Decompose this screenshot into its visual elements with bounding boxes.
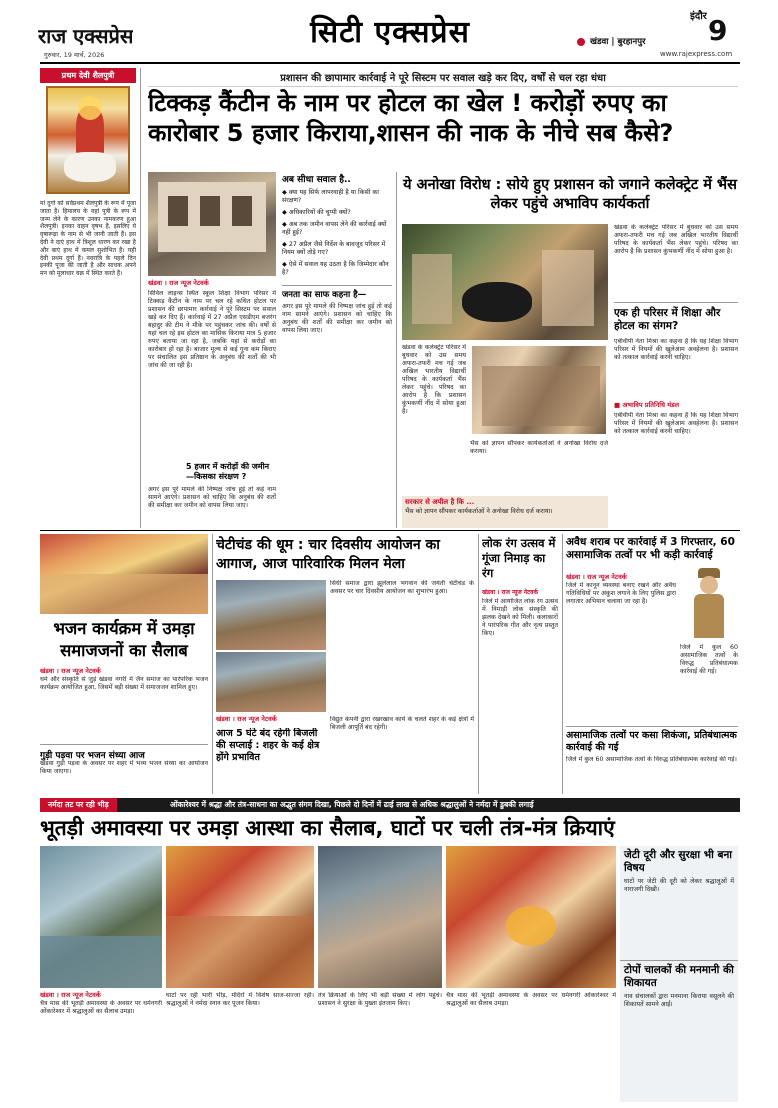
question-text: अब तक जमीन वापस लेने की कार्रवाई क्यों नहीं हुई? — [282, 221, 387, 236]
narmada-side2-body: नाव संचालकों द्वारा मनमाना किराया वसूलने की शिकायतें सामने आईं। — [624, 993, 734, 1008]
abvp-label-text: अभाविप प्रतिनिधि मंडल — [622, 401, 679, 409]
liquor-body: जिले में कानून व्यवस्था बनाए रखने और अवैध गतिविधियों पर अंकुश लगाने के लिए पुलिस द्वारा लगातार अभियान चलाया जा रहा है। — [566, 582, 676, 605]
question-item: ◆ ऐसे में सवाल यह उठता है कि जिम्मेदार कौन है? — [282, 261, 389, 276]
bhajan-crowd — [40, 574, 208, 614]
editions: खंडवा | बुरहानपुर — [590, 37, 646, 47]
devi-body: मां दुर्गा को सर्वप्रथम शैलपुत्री के रूप में पूजा जाता है। हिमालय के यहां पुत्री के रूप में जन्म लेने के कारण उनका नामकरण हुआ शैलपुत्री। इनका वाहन वृषभ है, इसलिए ये वृषारूढ़ा के नाम से भी जानी जाती हैं। इस देवी ने दाएं हाथ में त्रिशूल धारण कर रखा है और बाएं हाथ में कमल सुशोभित है। यही देवी प्रथम दुर्गा हैं। नवरात्रि के पहले दिन इनकी पूजा की जाती है और साधक अपने मन को मूलाधार चक्र में स्थित करते हैं। — [40, 200, 136, 278]
question-text: ऐसे में सवाल यह उठता है कि जिम्मेदार कौन है? — [282, 261, 389, 276]
narmada-photo-4 — [446, 846, 616, 988]
lokrang-divider — [562, 534, 563, 794]
protest-quote-body: भैंस को ज्ञापन सौंपकर कार्यकर्ताओं ने अनोखा विरोध दर्ज कराया। — [405, 508, 553, 515]
question-text: क्या यह सिर्फ लापरवाही है या किसी का संरक्षण? — [282, 189, 379, 204]
lead-body: सिविल लाइन्स स्थित स्कूल शिक्षा विभाग परिसर में टिक्कड़ कैंटीन के नाम पर चल रहे कथित होटल पर प्रशासन की छापामार कार्रवाई ने पूरे सिस्टम पर सवाल खड़े कर दिए हैं। कार्रवाई में 27 अप्रैल एसडीएम बजरंग बहादुर की टीम ने मौके पर पहुंचकर जांच की। वर्षों से यहां चल रहे इस होटल का मासिक किराया मात्र 5 हजार रुपए बताया जा रहा है, जबकि यहां से करोड़ों का कारोबार हो रहा है। बाजार मूल्य से कई गुना कम किराए पर संचालित इस प्रतिष्ठान के अनुबंध की शर्तों की भी जांच की जा रही है। — [148, 290, 276, 369]
issue-date: गुरुवार, 19 मार्च, 2026 — [44, 51, 105, 59]
protest-photo-main — [402, 224, 608, 340]
buffalo-figure — [462, 282, 532, 322]
lead-highlight: 5 हजार में करोड़ों की जमीन—किसका संरक्षण ? — [186, 462, 270, 481]
devi-halo — [78, 96, 102, 120]
bhajan-photo — [40, 534, 208, 614]
river-water — [40, 936, 162, 988]
protest-photo-inset — [470, 344, 608, 436]
lead-byline: खंडवा । राज न्यूज नेटवर्क — [148, 279, 209, 287]
lead-kicker: प्रशासन की छापामार कार्रवाई ने पूरे सिस्टम पर सवाल खड़े कर दिए, वर्षों से चल रहा धंधा — [148, 70, 738, 87]
narmada-col2: घाटों पर रही भारी भीड़, मंदिरों में विशेष साज-सज्जा रही। श्रद्धालुओं ने नर्मदा स्नान कर पूजन किया। — [166, 992, 314, 1007]
lead-headline — [148, 88, 738, 148]
devi-bull — [64, 152, 116, 182]
narmada-byline: खंडवा । राज न्यूज नेटवर्क — [40, 991, 101, 999]
website: www.rajexpress.com — [660, 50, 733, 58]
chetichand-sub-body: विद्युत कंपनी द्वारा रखरखाव कार्य के चलते शहर के कई क्षेत्रों में बिजली आपूर्ति बंद रहेगी। — [330, 716, 474, 731]
lead-headline-line1: टिक्कड़ कैंटीन के नाम पर होटल का खेल ! करोड़ों रुपए का — [148, 89, 667, 117]
devi-column — [40, 68, 136, 528]
bhajan-body: धर्म और संस्कृति से जुड़े खंडवा नगरी में जैन समाज का पारंपरिक भजन कार्यक्रम आयोजित हुआ, जिसमें बड़ी संख्या में समाजजन शामिल हुए। — [40, 676, 208, 691]
narmada-photo-1 — [40, 846, 162, 988]
masthead — [0, 0, 778, 62]
lokrang-headline: लोक रंग उत्सव में गूंजा निमाड़ का रंग — [482, 536, 556, 580]
center-title: सिटी एक्सप्रेस — [310, 15, 470, 50]
lead-headline-line2: कारोबार 5 हजार किराया,शासन की नाक के नीचे सब कैसे? — [148, 119, 674, 147]
protest-quote-box — [402, 496, 608, 528]
chetichand-photo — [216, 580, 326, 650]
city-name: इंदौर — [690, 11, 707, 22]
lead-photo-window-3 — [232, 196, 252, 226]
liquor-headline: अवैध शराब पर कार्रवाई में 3 गिरफ्तार, 60 असामाजिक तत्वों पर भी कड़ी कार्रवाई — [566, 536, 735, 561]
ritual-fire — [506, 906, 556, 946]
police-figure — [680, 566, 738, 640]
abvp-label: ■ अभाविप प्रतिनिधि मंडल — [614, 401, 679, 409]
protest-body-2: भैंस को ज्ञापन सौंपकर कार्यकर्ताओं ने अनोखा विरोध दर्ज कराया। — [470, 440, 608, 455]
narmada-kicker: ओंकारेश्वर में श्रद्धा और तंत्र-साधना का अद्भुत संगम दिखा, पिछले दो दिनों में ढाई लाख से अधिक श्रद्धालुओं ने नर्मदा में डुबकी लगाई — [170, 800, 534, 809]
question-item: ◆ अधिकारियों की चुप्पी क्यों? — [282, 209, 351, 216]
lokrang-body: जिले में आयोजित लोक रंग उत्सव में निमाड़ी लोक संस्कृति की झलक देखने को मिली। कलाकारों ने पारंपरिक गीत और नृत्य प्रस्तुत किए। — [482, 598, 558, 637]
lead-photo-window-2 — [200, 196, 220, 226]
section-rule-1 — [40, 530, 740, 531]
liquor-sub-head: असामाजिक तत्वों पर कसा शिकंजा, प्रतिबंधात्मक कार्रवाई की गई — [566, 726, 738, 754]
chetichand-divider — [478, 534, 479, 794]
liquor-body-2: जिले में कुल 60 असामाजिक तत्वों के विरुद्ध प्रतिबंधात्मक कार्रवाई की गई। — [680, 644, 738, 675]
question-text: अधिकारियों की चुप्पी क्यों? — [288, 209, 351, 216]
masthead-rule — [40, 62, 740, 64]
lead-photo — [148, 172, 276, 276]
liquor-sub-body: जिले में कुल 60 असामाजिक तत्वों के विरुद्ध प्रतिबंधात्मक कार्रवाई की गई। — [566, 756, 737, 763]
narmada-kicker-band — [40, 798, 740, 812]
devi-head: प्रथम देवी शैलपुत्री — [40, 68, 136, 83]
ghat-crowd — [166, 916, 314, 988]
protest-side-body: खंडवा के कलेक्ट्रेट परिसर में बुधवार को उस समय अफरा-तफरी मच गई जब अखिल भारतीय विद्यार्थी परिषद के कार्यकर्ता भैंस लेकर पहुंचे। परिषद का आरोप है कि प्रशासन कुंभकर्णी नींद में सोया हुआ है। — [614, 224, 738, 255]
protest-side-body-3: एबीवीपी नेता मिश्रा का कहना है कि यह शिक्षा विभाग परिसर में नियमों की खुलेआम अवहेलना है। प्रशासन को तत्काल कार्रवाई करनी चाहिए। — [614, 412, 738, 435]
liquor-byline: खंडवा । राज न्यूज नेटवर्क — [566, 573, 627, 581]
police-body — [694, 594, 724, 638]
protest-sub-head: एक ही परिसर में शिक्षा और होटल का संगम? — [614, 302, 738, 333]
bhajan-sub-body: खंडवा गुड़ी पड़वा के अवसर पर शहर में भव्य भजन संध्या का आयोजन किया जाएगा। — [40, 760, 208, 775]
chetichand-sub-head: आज 5 घंटे बंद रहेगी बिजली की सप्लाई : शहर के कई क्षेत्र होंगे प्रभावित — [216, 728, 320, 763]
protest-headline: ये अनोखा विरोध : सोये हुए प्रशासन को जगाने कलेक्ट्रेट में भैंस लेकर पहुंचे अभाविप कार्यकर्ता — [403, 177, 737, 212]
bhajan-divider — [212, 534, 213, 794]
page-number: 9 — [708, 16, 728, 46]
narmada-side-box — [620, 846, 738, 1102]
narmada-photo-2 — [166, 846, 314, 988]
inset-crowd — [482, 366, 600, 426]
narmada-photo-3 — [318, 846, 442, 988]
narmada-col3: तंत्र क्रियाओं के लिए भी बड़ी संख्या में लोग पहुंचे। प्रशासन ने सुरक्षा के पुख्ता इंतजाम किए। — [318, 992, 442, 1007]
public-head: जनता का साफ कहना है— — [282, 285, 392, 300]
crowd-figures — [412, 254, 452, 324]
narmada-side2-head: टोपों चालकों की मनमानी की शिकायत — [620, 960, 738, 993]
question-item: ◆ क्या यह सिर्फ लापरवाही है या किसी का संरक्षण? — [282, 189, 379, 204]
left-brand: राज एक्सप्रेस — [38, 24, 134, 48]
lead-divider — [396, 172, 397, 528]
protest-quote-head: सरकार से अपील है कि ... — [405, 498, 475, 506]
narmada-col4: चैत्र मास की भूतड़ी अमावस्या के अवसर पर धर्मनगरी ओंकारेश्वर में श्रद्धालुओं का सैलाब उमड़ा। — [446, 992, 616, 1007]
bhajan-sub-head: गुड़ी पड़वा पर भजन संध्या आज — [40, 744, 208, 761]
bhajan-headline: भजन कार्यक्रम में उमड़ा समाजजनों का सैलाब — [53, 619, 195, 660]
question-item: ◆ अब तक जमीन वापस लेने की कार्रवाई क्यों नहीं हुई? — [282, 221, 387, 236]
narmada-kicker-tag: नर्मदा तट पर रही भीड़ — [40, 798, 117, 812]
devi-divider — [140, 68, 141, 528]
crowd-figures-2 — [542, 250, 594, 326]
lead-body-cont: अगर इस पूरे मामले की निष्पक्ष जांच हुई तो कई नाम सामने आएंगे। प्रशासन को चाहिए कि अनुबंध की शर्तों की समीक्षा कर जमीन को वापस लिया जाए। — [148, 486, 276, 509]
chetichand-photo-2 — [216, 652, 326, 712]
narmada-side1-head: जेटी दूरी और सुरक्षा भी बना विषय — [624, 849, 732, 874]
lokrang-byline: खंडवा । राज न्यूज नेटवर्क — [482, 589, 539, 596]
bhajan-byline: खंडवा । राज न्यूज नेटवर्क — [40, 667, 101, 675]
narmada-headline: भूतड़ी अमावस्या पर उमड़ा आस्था का सैलाब, घाटों पर चली तंत्र-मंत्र क्रियाएं — [40, 816, 615, 840]
question-text: 27 अप्रैल जैसे निर्देश के बावजूद परिसर में नियम क्यों तोड़े गए? — [282, 241, 386, 256]
protest-body: खंडवा के कलेक्ट्रेट परिसर में बुधवार को उस समय अफरा-तफरी मच गई जब अखिल भारतीय विद्यार्थी परिषद के कार्यकर्ता भैंस लेकर पहुंचे। परिषद का आरोप है कि प्रशासन कुंभकर्णी नींद में सोया हुआ है। — [402, 344, 466, 415]
devi-image — [46, 86, 130, 194]
question-item: ◆ 27 अप्रैल जैसे निर्देश के बावजूद परिसर में नियम क्यों तोड़े गए? — [282, 241, 386, 256]
chetichand-body: सिंधी समाज द्वारा झूलेलाल भगवान की जयंती चेटीचंड के अवसर पर चार दिवसीय आयोजन का शुभारंभ हुआ। — [330, 580, 474, 595]
lead-photo-window — [168, 196, 188, 226]
narmada-side1-body: घाटों पर जेटी की दूरी को लेकर श्रद्धालुओं में नाराजगी दिखी। — [624, 878, 734, 893]
chetichand-byline: खंडवा । राज न्यूज नेटवर्क — [216, 715, 277, 723]
questions-box — [282, 172, 392, 528]
narmada-body: चैत्र मास की भूतड़ी अमावस्या के अवसर पर धर्मनगरी ओंकारेश्वर में श्रद्धालुओं का सैलाब उमड़ा। — [40, 1000, 162, 1015]
protest-side-body-2: एबीवीपी नेता मिश्रा का कहना है कि यह शिक्षा विभाग परिसर में नियमों की खुलेआम अवहेलना है। प्रशासन को तत्काल कार्रवाई करनी चाहिए। — [614, 338, 738, 361]
police-head — [700, 576, 718, 594]
edition-badge — [577, 38, 585, 46]
questions-head: अब सीधा सवाल है.. — [282, 175, 351, 185]
public-body: अगर इस पूरे मामले की निष्पक्ष जांच हुई तो कई नाम सामने आएंगे। प्रशासन को चाहिए कि अनुबंध की शर्तों की समीक्षा कर जमीन को वापस लिया जाए। — [282, 303, 392, 334]
chetichand-headline: चेटीचंड की धूम : चार दिवसीय आयोजन का आगाज, आज पारिवारिक मिलन मेला — [216, 537, 440, 572]
